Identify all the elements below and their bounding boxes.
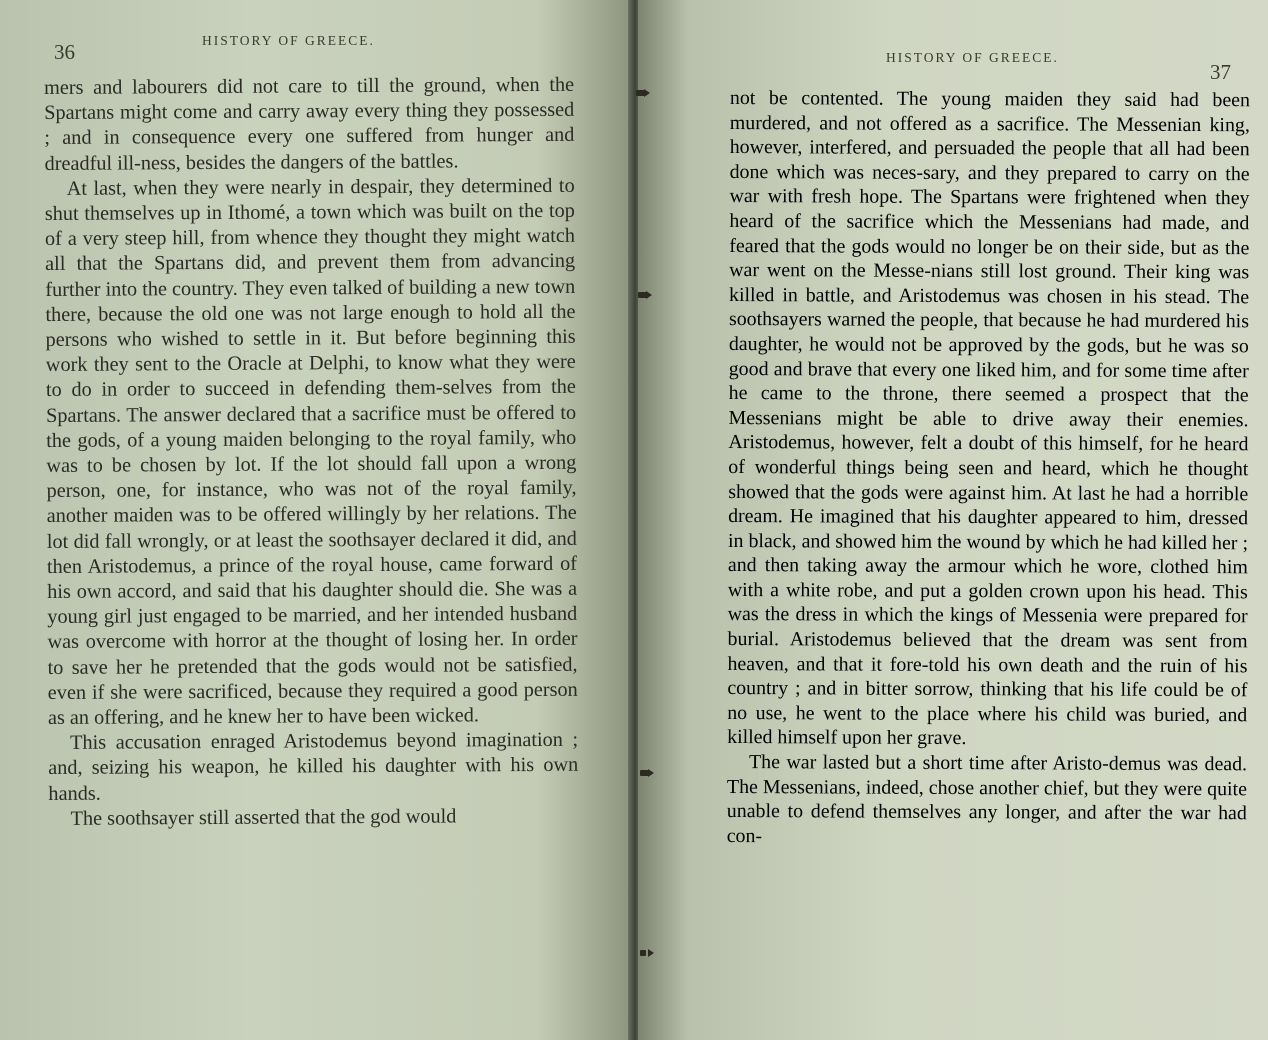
right-running-head: HISTORY OF GREECE.: [886, 50, 1059, 65]
left-running-head: HISTORY OF GREECE.: [202, 33, 375, 48]
binding-marker: [640, 950, 646, 956]
left-paragraph-1: mers and labourers did not care to till the ground, when the Spartans might come and carry away every thing they possessed ; and in consequence every one suffered from hunger and dreadful ill-ness, besides the dangers of the battles.: [44, 73, 575, 175]
right-page-body: [727, 86, 1250, 851]
left-page-number: 36: [54, 40, 75, 64]
binding-marker: [638, 292, 648, 298]
right-paragraph-1: not be contented. The young maiden they said had been murdered, and not offered as a sacrifice. The Messenian king, however, interfered, and persuaded the people that all had been done which was neces-sary, and they prepared to carry on the war with fresh hope. The Spartans were frightened when they heard of the sacrifice which the Messenians had made, and feared that the gods would no longer be on their side, but as the war went on the Messe-nians still lost ground. Their king was killed in battle, and Aristodemus was chosen in his stead. The soothsayers warned the people, that because he had murdered his daughter, he would not be approved by the gods, but he was so good and brave that every one liked him, and for some time after he came to the throne, there seemed a prospect that the Messenians might be able to drive away their enemies. Aristodemus, however, felt a doubt of this himself, for he heard of wonderful things being seen and heard, which he thought showed that the gods were against him. At last he had a horrible dream. He imagined that his daughter appeared to him, dressed in black, and showed him the wound by which he had killed her ; and then taking away the armour which he wore, clothed him with a white robe, and put a golden crown upon his head. This was the dress in which the kings of Messenia were prepared for burial. Aristodemus believed that the dream was sent from heaven, and that it fore-told his own death and the ruin of his country ; and in bitter sorrow, thinking that his life could be of no use, he went to the place where his child was buried, and killed himself upon her grave.: [727, 86, 1250, 750]
left-page-body: [44, 73, 579, 832]
left-paragraph-2: At last, when they were nearly in despair, they determined to shut themselves up in Ithomé, a town which was built on the top of a very steep hill, from whence they thought they might watch all that the Spartans did, and prevent them from advancing further into the country. They even talked of building a new town there, because the old one was not large enough to hold all the persons who wished to settle in it. But before beginning this work they sent to the Oracle at Delphi, to know what they were to do in order to succeed in defending them-selves from the Spartans. The answer declared that a sacrifice must be offered to the gods, of a young maiden belonging to the royal family, who was to be chosen by lot. If the lot should fall upon a wrong person, one, for instance, who was not of the royal family, another maiden was to be offered willingly by her relations. The lot did fall wrongly, or at least the soothsayer declared it did, and then Aristodemus, a prince of the royal house, came forward of his own accord, and said that his daughter should die. She was a young girl just engaged to be married, and her intended husband was overcome with horror at the thought of losing her. In order to save her he pretended that the gods would not be satisfied, even if she were sacrificed, because they required a good person as an offering, and he knew her to have been wicked.: [44, 174, 578, 730]
left-page: [0, 0, 632, 1040]
binding-marker: [640, 770, 650, 776]
left-paragraph-4: The soothsayer still asserted that the god would: [70, 805, 457, 830]
right-page-number: 37: [1210, 60, 1231, 84]
left-paragraph-3: This accusation enraged Aristodemus beyond imagination ; and, seizing his weapon, he killed his daughter with his own hands.: [48, 729, 579, 805]
right-paragraph-2: The war lasted but a short time after Aristo-demus was dead. The Messenians, indeed, chose another chief, but they were quite unable to defend themselves any longer, and after the war had con-: [726, 751, 1248, 847]
binding-marker: [636, 90, 646, 96]
